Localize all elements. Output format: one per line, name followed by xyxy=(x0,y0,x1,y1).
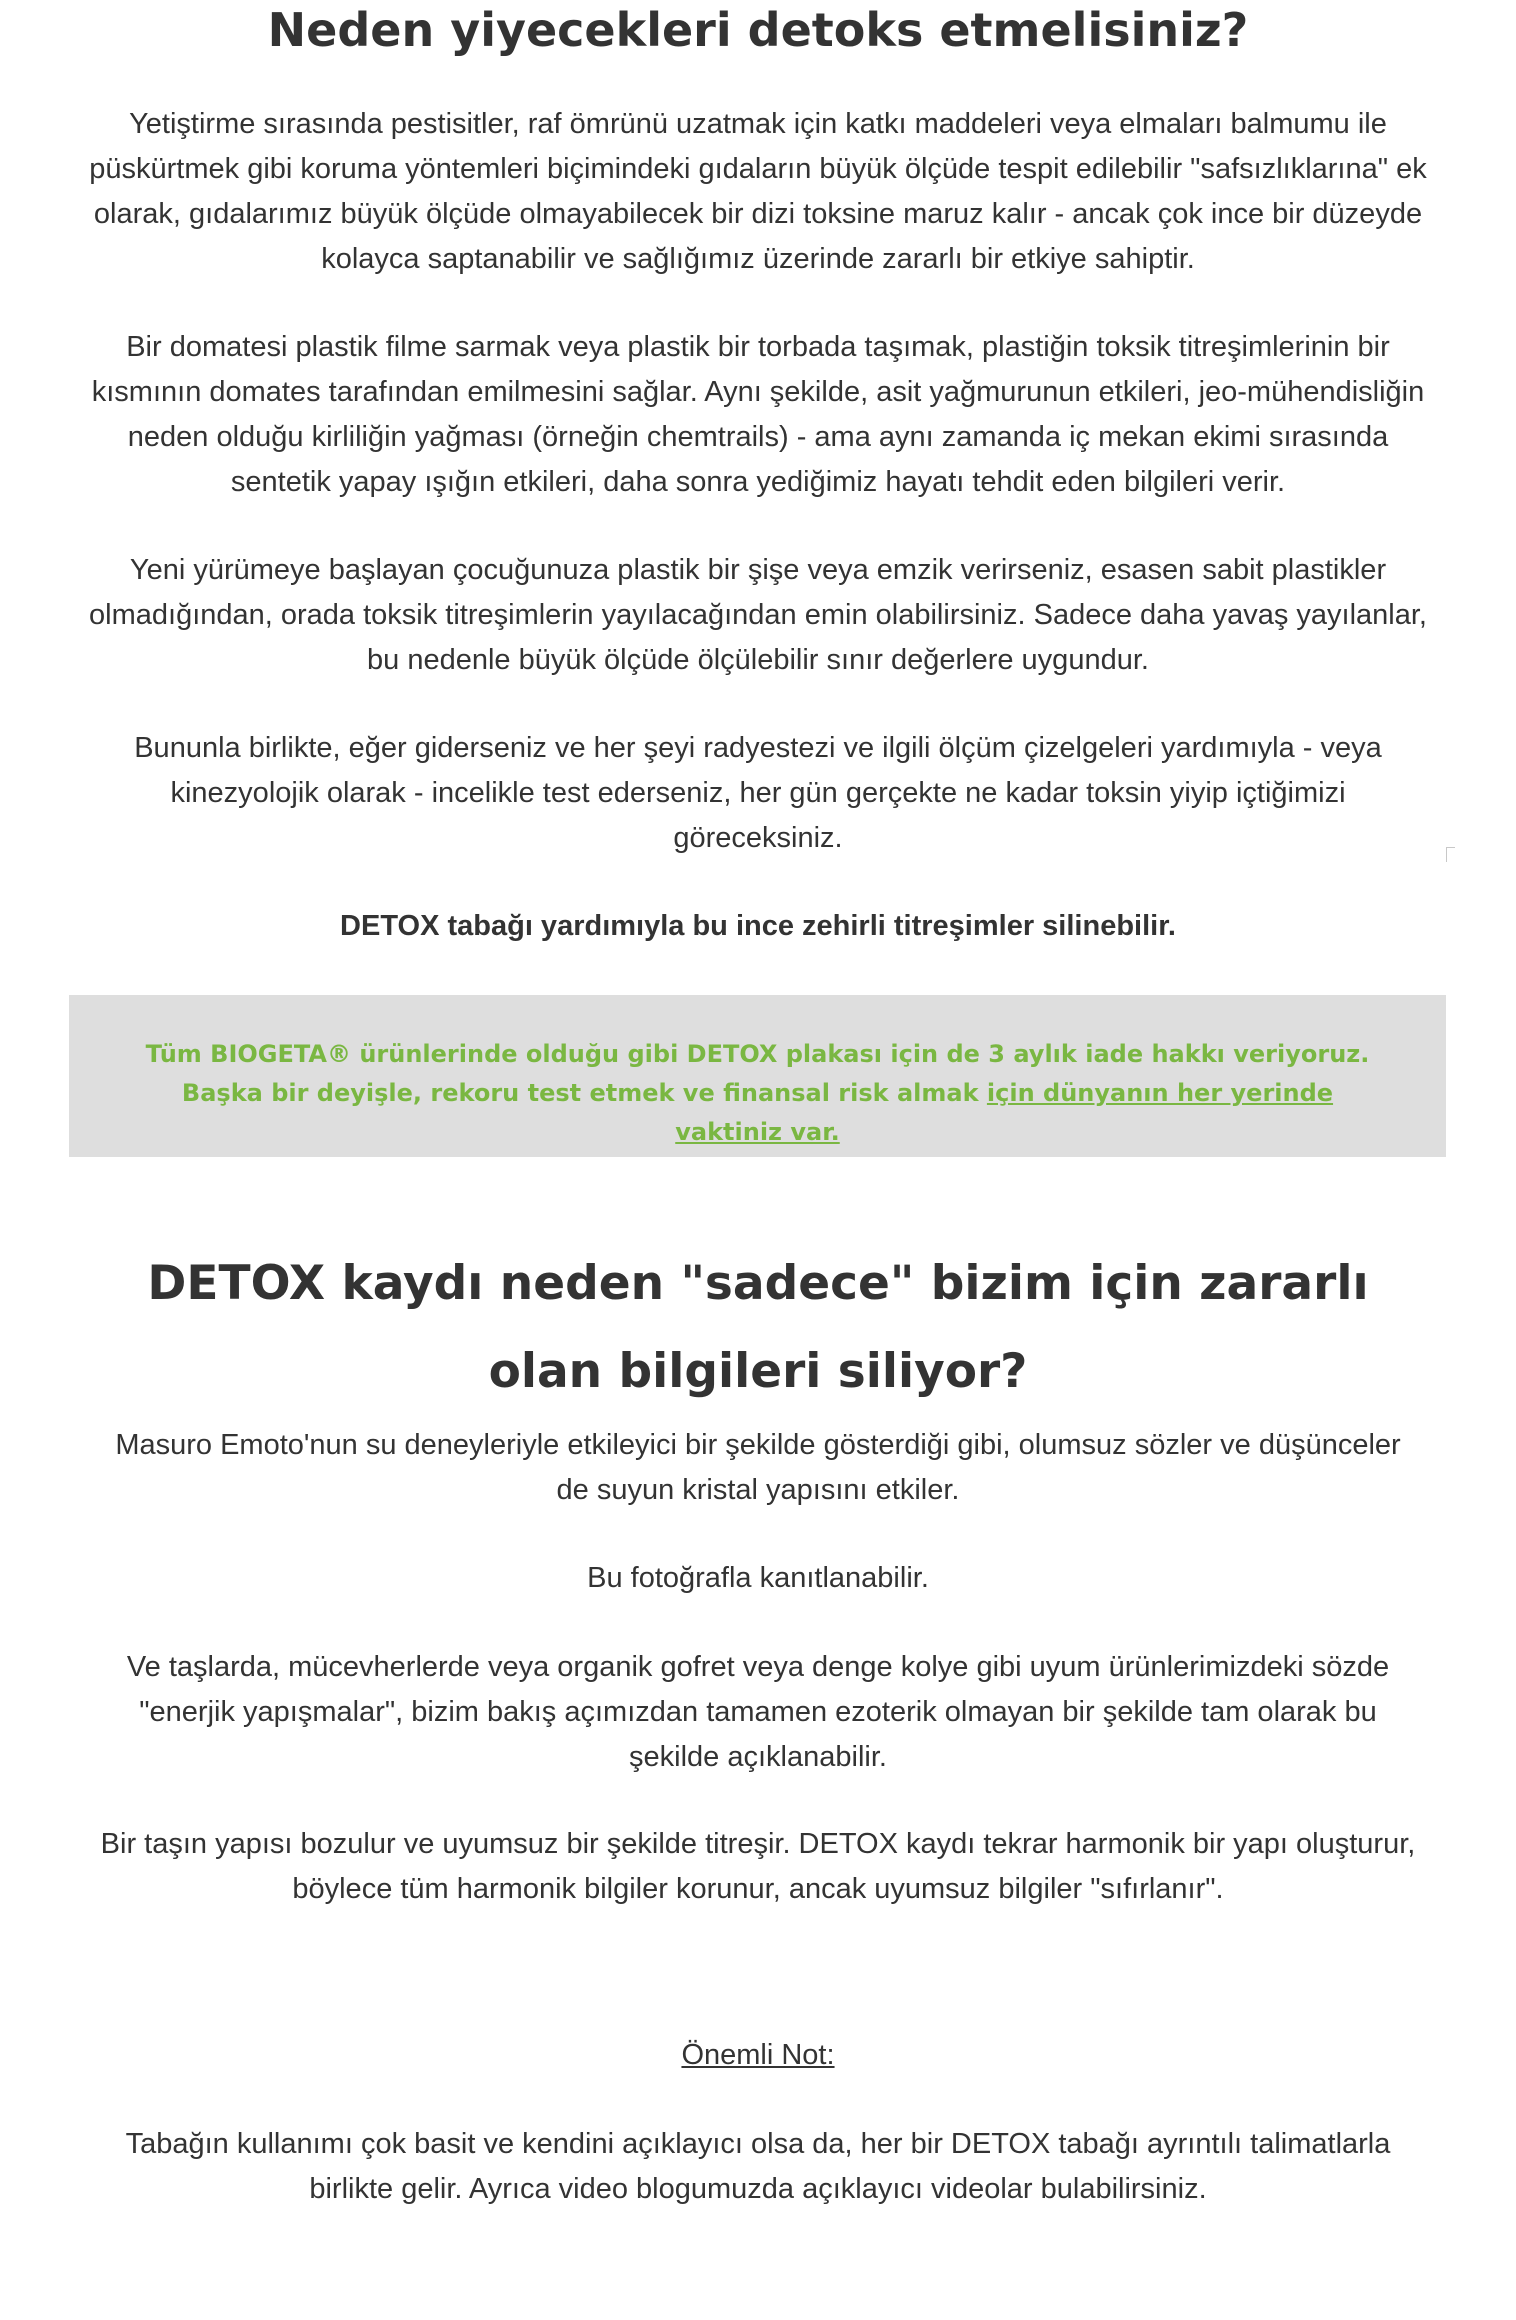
section-heading-why-only-harmful: DETOX kaydı neden "sadece" bizim için zararlı olan bilgileri siliyor? xyxy=(147,1256,1369,1399)
section-heading-why-detox: Neden yiyecekleri detoks etmelisiniz? xyxy=(267,3,1249,57)
paragraph-plastic-tomato: Bir domatesi plastik filme sarmak veya plastik bir torbada taşımak, plastiğin toksik titreşimlerinin bir kısmının domates tarafından emilmesini sağlar. Aynı şekilde, asit yağmurunun etkileri, jeo-mühendisliğin neden olduğu kirliliğin yağması (örneğin chemtrails) - ama aynı zamanda iç mekan ekimi sırasında sentetik yapay ışığın etkileri, daha sonra yediğimiz hayatı tehdit eden bilgileri verir. xyxy=(91,331,1425,498)
guarantee-box xyxy=(69,995,1446,1157)
guarantee-text-main: Tüm BIOGETA® ürünlerinde olduğu gibi DETOX plakası için de 3 aylık iade hakkı veriyoruz. Başka bir deyişle, rekoru test etmek ve finansal risk almak xyxy=(145,1040,1370,1107)
paragraph-stone-structure: Bir taşın yapısı bozulur ve uyumsuz bir şekilde titreşir. DETOX kaydı tekrar harmonik bir yapı oluşturur, böylece tüm harmonik bilgiler korunur, ancak uyumsuz bilgiler "sıfırlanır". xyxy=(100,1828,1416,1905)
guarantee-link[interactable]: için dünyanın her yerinde vaktiniz var. xyxy=(675,1079,1334,1146)
paragraph-radiesthesia-test: Bununla birlikte, eğer giderseniz ve her şeyi radyestezi ve ilgili ölçüm çizelgeleri yardımıyla - veya kinezyolojik olarak - incelikle test ederseniz, her gün gerçekte ne kadar toksin yiyip içtiğimizi göreceksiniz. xyxy=(134,732,1382,854)
important-note-text: Tabağın kullanımı çok basit ve kendini açıklayıcı olsa da, her bir DETOX tabağı ayrıntılı talimatlarla birlikte gelir. Ayrıca video blogumuzda açıklayıcı videolar bulabilirsiniz. xyxy=(125,2128,1391,2205)
paragraph-pesticides: Yetiştirme sırasında pestisitler, raf ömrünü uzatmak için katkı maddeleri veya elmaları balmumu ile püskürtmek gibi koruma yöntemleri biçimindeki gıdaların büyük ölçüde tespit edilebilir "safsızlıklarına" ek olarak, gıdalarımız büyük ölçüde olmayabilecek bir dizi toksine maruz kalır - ancak çok ince bir düzeyde kolayca saptanabilir ve sağlığımız üzerinde zararlı bir etkiye sahiptir. xyxy=(89,108,1427,275)
corner-mark-decoration xyxy=(1446,847,1455,862)
important-note-title xyxy=(96,2033,1420,2078)
guarantee-text xyxy=(129,1035,1386,1152)
paragraph-photo-proof: Bu fotoğrafla kanıtlanabilir. xyxy=(587,1562,929,1594)
detox-plate-statement: DETOX tabağı yardımıyla bu ince zehirli titreşimler silinebilir. xyxy=(340,910,1176,942)
important-note-title-text: Önemli Not: xyxy=(681,2039,835,2071)
paragraph-emoto-water: Masuro Emoto'nun su deneyleriyle etkileyici bir şekilde gösterdiği gibi, olumsuz sözler ve düşünceler de suyun kristal yapısını etkiler. xyxy=(115,1429,1401,1506)
paragraph-energetic-adhesions: Ve taşlarda, mücevherlerde veya organik gofret veya denge kolye gibi uyum ürünlerimizdeki sözde "enerjik yapışmalar", bizim bakış açımızdan tamamen ezoterik olmayan bir şekilde tam olarak bu şekilde açıklanabilir. xyxy=(126,1651,1390,1773)
paragraph-toddler-bottle: Yeni yürümeye başlayan çocuğunuza plastik bir şişe veya emzik verirseniz, esasen sabit plastikler olmadığından, orada toksik titreşimlerin yayılacağından emin olabilirsiniz. Sadece daha yavaş yayılanlar, bu nedenle büyük ölçüde ölçülebilir sınır değerlere uygundur. xyxy=(89,554,1427,676)
